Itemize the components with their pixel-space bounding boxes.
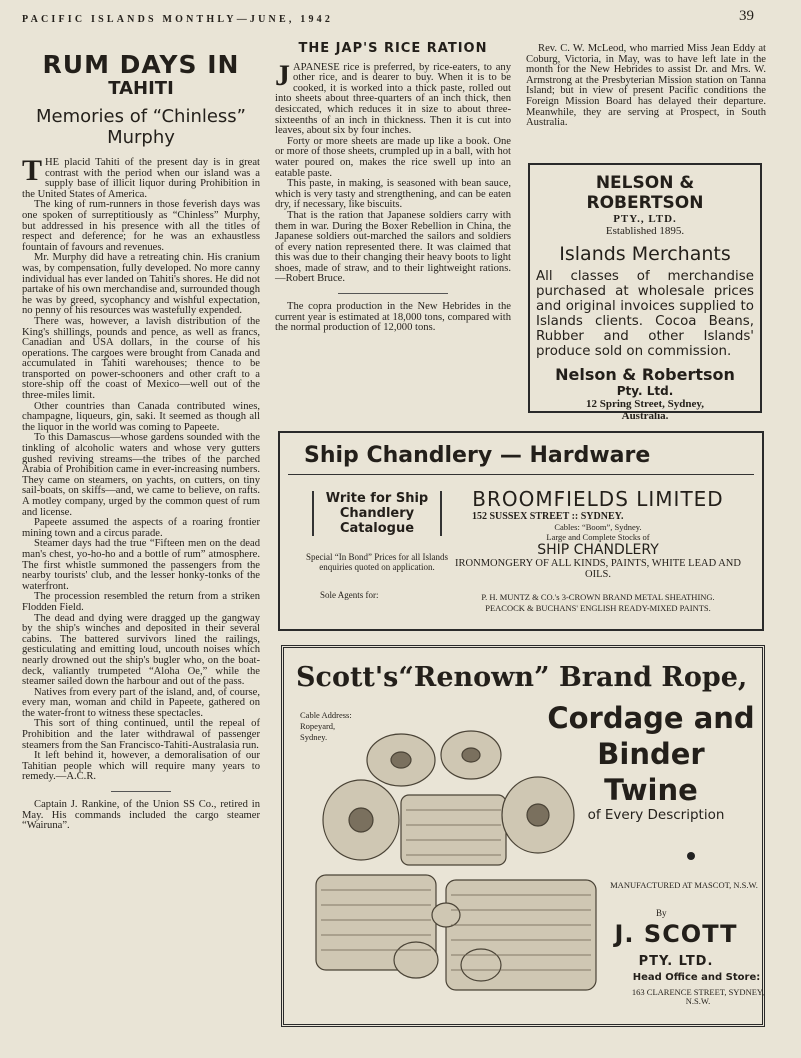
ad-established: Established 1895. <box>605 225 685 237</box>
nelson-robertson-ad <box>528 163 762 422</box>
article-title: RUM DAYS IN <box>42 50 240 79</box>
paragraph: This sort of thing continued, until the repeal of Prohibition and the later withdrawal of passenger steamers from the San Francisco-Tahiti-Australasia run. <box>22 718 260 751</box>
paragraph: THE placid Tahiti of the present day is in great contrast with the period when our island was a supply base of illicit liquor during Prohibition in the United States of America. <box>22 154 260 200</box>
ad-heading: Ship Chandlery — Hardware <box>304 443 651 468</box>
article-subtitle: TAHITI <box>108 78 174 99</box>
paragraph: There was, however, a lavish distribution of the King's shillings, pounds and pence, as well as francs, Canadian and USA dollars, in the course of his operations. The cargoes were brought from Canada and accumulated in Tahiti warehouses; thence to be transported on power-schooners and other craft to a store-ship off the coast of Mexico—well out of the three-miles limit. <box>22 315 260 402</box>
bullet-dot <box>687 852 695 860</box>
divider <box>338 293 448 294</box>
company-address: 163 CLARENCE STREET, SYDNEY, N.S.W. <box>631 987 765 1006</box>
article-deck: Memories of “Chinless” Murphy <box>35 106 247 148</box>
special-prices: Special “In Bond” Prices for all Islands enquiries quoted on application. <box>306 552 448 572</box>
rankine-note: Captain J. Rankine, of the Union SS Co., retired in May. His commands included the cargo steamer “Wairuna”. <box>22 799 260 832</box>
ad-right-panel <box>448 487 748 613</box>
ad-address: 12 Spring Street, Sydney, <box>585 398 705 410</box>
paragraph: The dead and dying were dragged up the gangway by the ship's winches and deposited in their several cabins. The battered survivors lined the railings, gesticulating and emitting loud, uncouth noises which nearly drowned out the ship's bugler who, on the boat-deck, valiantly trumpeted “Aloha Oe,” while the steamer sailed down the harbour and out of the pass. <box>22 612 260 688</box>
ad-left-panel <box>298 491 456 600</box>
paragraph: Forty or more sheets are made up like a book. One or more of those sheets, crumpled up in a ball, with hot water poured on, makes the rice swell up into an eatable paste. <box>275 135 511 179</box>
paragraph: Steamer days had the true “Fifteen men on the dead man's chest, yo-ho-ho and a bottle of rum” atmosphere. The first whistle summoned the passengers from the nearby tourists' club, and the lesser honky-tonks of the waterfront. <box>22 538 260 592</box>
ad-company-name: NELSON & ROBERTSON <box>586 173 704 213</box>
copra-note: The copra production in the New Hebrides in the current year is estimated at 18,000 tons, compared with the normal production of 12,000 tons. <box>275 301 511 334</box>
paragraph: To this Damascus—whose gardens sounded with the tinkling of alcoholic waters and whose very gutters gushed reviving streams—the tribes of the parched Arabia of Prohibition came in ever-increasing numbers. They came on steamers, on yachts, on cutters, on tiny sail-boats, on skiffs—and, we came to believe, on rafts. A motley company, urged by the common quest of rum and license. <box>22 432 260 518</box>
catalogue-callout: Write for Ship Chandlery Catalogue <box>312 491 442 536</box>
paragraph: The king of rum-runners in those feverish days was one spoken of surreptitiously as “Chinless” Murphy, but addressed in his presence with all the titles of respect and deference; for he was an exhaustless fountain of favours and revenues. <box>22 199 260 253</box>
company-pty: PTY. LTD. <box>638 954 714 969</box>
scott-rope-ad <box>281 645 765 1027</box>
broomfields-name: BROOMFIELDS LIMITED <box>472 487 724 511</box>
paragraph: It left behind it, however, a demoralisation of our Tahitian people which will require many years to remedy.—A.C.R. <box>22 750 260 783</box>
rice-article <box>275 41 511 334</box>
paragraph: Mr. Murphy did have a retreating chin. His cranium was, by compensation, fully developed. No more canny individual has ever landed on Tahiti's shores. He did not partake of his own merchandise and, surrounded though he was by greed, sycophancy and wishful expectation, no penny of his resources was wastefully expended. <box>22 252 260 317</box>
running-head: PACIFIC ISLANDS MONTHLY—JUNE, 1942 <box>22 14 334 25</box>
ad-signature-pty: Pty. Ltd. <box>616 384 674 398</box>
paragraph: That is the ration that Japanese soldiers carry with them in war. During the Boxer Rebellion in China, the Japanese soldiers out-marched the sailors and soldiers of every nation represented there. It was claimed that this was due to their changing their heavy boots to light shoes, made of straw, and to their lightweight rations.—Robert Bruce. <box>275 209 511 285</box>
agency-line-2: PEACOCK & BUCHANS' ENGLISH READY-MIXED PAINTS. <box>485 603 711 613</box>
broomfields-address: 152 SUSSEX STREET :: SYDNEY. <box>472 511 624 522</box>
ad-product-subheading: of Every Description <box>587 807 725 823</box>
ironmongery-line: IRONMONGERY OF ALL KINDS, PAINTS, WHITE LEAD AND OILS. <box>455 558 741 580</box>
paragraph: The procession resembled the return from a striken Flodden Field. <box>22 591 260 613</box>
ad-body: All classes of merchandise purchased at wholesale prices and original invoices supplied to Islands clients. Cocoa Beans, Rubber and other Islands' produce sold on commission. <box>536 269 754 359</box>
ad-address-country: Australia. <box>621 410 669 422</box>
divider <box>111 791 171 792</box>
paragraph: Natives from every part of the island, and, of course, every man, woman and child in Papeete, gathered on the water-front to witness these spectacles. <box>22 686 260 719</box>
rum-days-article <box>22 52 260 832</box>
ad-headline: Scott's“Renown” Brand Rope, <box>296 662 748 693</box>
ship-chandlery-label: SHIP CHANDLERY <box>537 542 659 558</box>
paragraph: Papeete assumed the aspects of a roaring frontier mining town and a circus parade. <box>22 517 260 539</box>
cable-address: Cable Address: Ropeyard, Sydney. <box>300 710 352 742</box>
head-office-label: Head Office and Store: <box>632 972 761 983</box>
mcleod-note-column <box>526 44 766 129</box>
mcleod-note: Rev. C. W. McLeod, who married Miss Jean Eddy at Coburg, Victoria, in May, was to have left late in the month for the New Hebrides to assist Dr. and Mrs. W. Armstrong at the Presbyterian Mission station on Tanna Island; but in view of present Pacific conditions the Foreign Mission Board has delayed their departure. Meanwhile, they are serving at Prospect, in South Australia. <box>526 43 766 129</box>
page-number: 39 <box>739 8 754 24</box>
ad-pty: PTY., LTD. <box>613 213 677 225</box>
divider <box>288 474 754 475</box>
by-label: By <box>656 908 667 918</box>
paragraph: JAPANESE rice is preferred, by rice-eaters, to any other rice, and is dearer to buy. When it is to be cooked, it is worked into a thick paste, rolled out into sheets about three-quarters of an inch thick, then desiccated, which reduces it in size to about three-sixteenths of an inch in thickness. Then it is cut into leaves, about six by four inches. <box>275 58 511 137</box>
article-title: THE JAP'S RICE RATION <box>298 41 488 56</box>
paragraph: Other countries than Canada contributed wines, champagne, liqueurs, gin, saki. It seemed as though all the liquor in the world was coming to Papeete. <box>22 400 260 433</box>
sole-agents-label: Sole Agents for: <box>320 590 379 600</box>
paragraph: This paste, in making, is seasoned with bean sauce, which is very tasty and strengthening, and can be eaten dry, if necessary, like biscuits. <box>275 178 511 211</box>
agency-line-1: P. H. MUNTZ & CO.'s 3-CROWN BRAND METAL SHEATHING. <box>481 592 715 602</box>
cable-address: Cables: “Boom”, Sydney. <box>554 522 642 532</box>
company-name: J. SCOTT <box>614 920 738 948</box>
drop-cap: J <box>275 58 290 92</box>
ad-tagline: Islands Merchants <box>559 243 731 265</box>
ad-product-heading: Cordage and Binder Twine <box>547 701 755 807</box>
manufactured-at: MANUFACTURED AT MASCOT, N.S.W. <box>610 880 758 890</box>
ad-signature: Nelson & Robertson <box>555 365 735 384</box>
ship-chandlery-ad <box>278 431 764 631</box>
drop-cap: T <box>22 154 43 187</box>
stocks-label: Large and Complete Stocks of <box>546 532 650 542</box>
